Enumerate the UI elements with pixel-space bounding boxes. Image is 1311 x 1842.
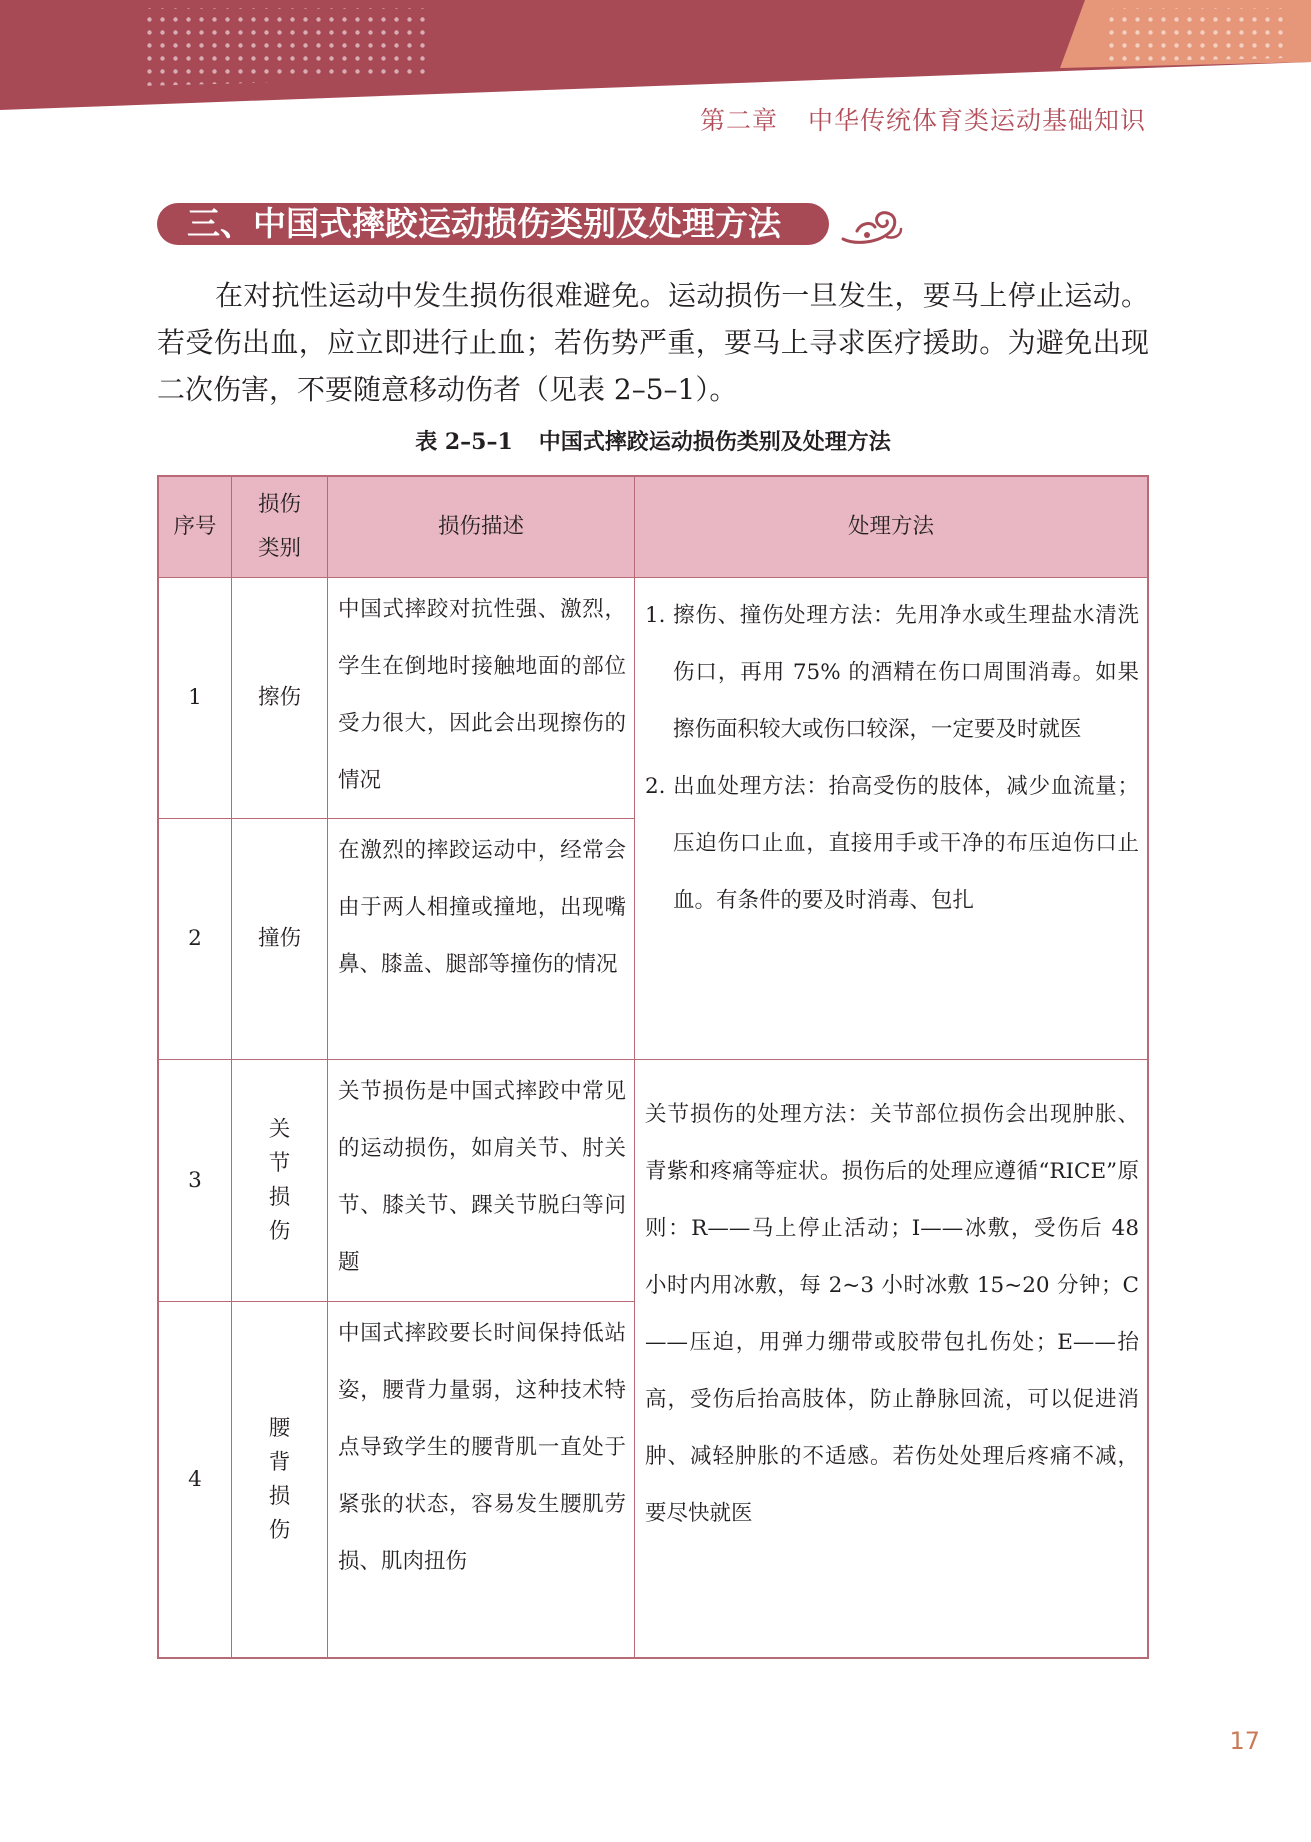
header-category-line2: 类别 [257, 536, 301, 561]
table-header-cell [328, 477, 635, 578]
section-heading [157, 201, 905, 249]
table-treatment-cell [635, 1060, 1147, 1657]
table-row-number: 3 [159, 1060, 232, 1302]
intro-text: 在对抗性运动中发生损伤很难避免。运动损伤一旦发生，要马上停止运动。若受伤出血，应立即进行止血；若伤势严重，要马上寻求医疗援助。为避免出现二次伤害，不要随意移动伤者（见表 2–5–1）。 [157, 279, 1149, 406]
cloud-swirl-icon [837, 203, 905, 247]
treatment-joint-back: 关节损伤的处理方法：关节部位损伤会出现肿胀、青紫和疼痛等症状。损伤后的处理应遵循“RICE”原则：R——马上停止活动；I——冰敷，受伤后 48 小时内用冰敷，每 2~3 小时冰敷 15~20 分钟；C——压迫，用弹力绷带或胶带包扎伤处；E——抬高，受伤后抬高肢体，防止静脉回流，可以促进消肿、减轻肿胀的不适感。若伤处处理后疼痛不减，要尽快就医 [645, 1102, 1139, 1526]
header-treatment: 处理方法 [847, 514, 934, 539]
chapter-number: 第二章 [700, 106, 779, 135]
table-row-description: 中国式摔跤对抗性强、激烈，学生在倒地时接触地面的部位受力很大，因此会出现擦伤的情况 [328, 578, 635, 819]
table-row-category: 腰背损伤 [232, 1302, 328, 1657]
table-row-description: 在激烈的摔跤运动中，经常会由于两人相撞或撞地，出现嘴鼻、膝盖、腿部等撞伤的情况 [328, 819, 635, 1060]
table-row-category: 关节损伤 [232, 1060, 328, 1302]
table-row-number: 4 [159, 1302, 232, 1657]
page-number: 17 [1229, 1727, 1260, 1755]
header-no: 序号 [173, 514, 217, 539]
injury-table [157, 475, 1149, 1659]
treatment-item-bleeding: 2. 出血处理方法：抬高受伤的肢体，减少血流量；压迫伤口止血，直接用手或干净的布压迫伤口止血。有条件的要及时消毒、包扎 [645, 774, 1139, 913]
header-description: 损伤描述 [437, 514, 524, 539]
table-header-cell [635, 477, 1147, 578]
table-header-cell [232, 477, 328, 578]
table-header-cell [159, 477, 232, 578]
table-row-category: 撞伤 [232, 819, 328, 1060]
chapter-header [700, 101, 1148, 137]
table-row-description: 关节损伤是中国式摔跤中常见的运动损伤，如肩关节、肘关节、膝关节、踝关节脱臼等问题 [328, 1060, 635, 1302]
table-row-description: 中国式摔跤要长时间保持低站姿，腰背力量弱，这种技术特点导致学生的腰背肌一直处于紧张的状态，容易发生腰肌劳损、肌肉扭伤 [328, 1302, 635, 1657]
table-caption-number: 表 2–5–1 [415, 429, 513, 455]
intro-paragraph [157, 272, 1149, 413]
treatment-item-abrasion: 1. 擦伤、撞伤处理方法：先用净水或生理盐水清洗伤口，再用 75% 的酒精在伤口周围消毒。如果擦伤面积较大或伤口较深，一定要及时就医 [645, 603, 1139, 742]
chapter-title: 中华传统体育类运动基础知识 [808, 106, 1147, 135]
section-title: 三、中国式摔跤运动损伤类别及处理方法 [187, 204, 781, 243]
header-category-line1: 损伤 [257, 492, 301, 517]
table-caption-title: 中国式摔跤运动损伤类别及处理方法 [538, 429, 891, 455]
table-row-number: 2 [159, 819, 232, 1060]
table-caption [157, 425, 1149, 456]
table-row-category: 擦伤 [232, 578, 328, 819]
table-row-number: 1 [159, 578, 232, 819]
table-treatment-cell [635, 578, 1147, 1060]
